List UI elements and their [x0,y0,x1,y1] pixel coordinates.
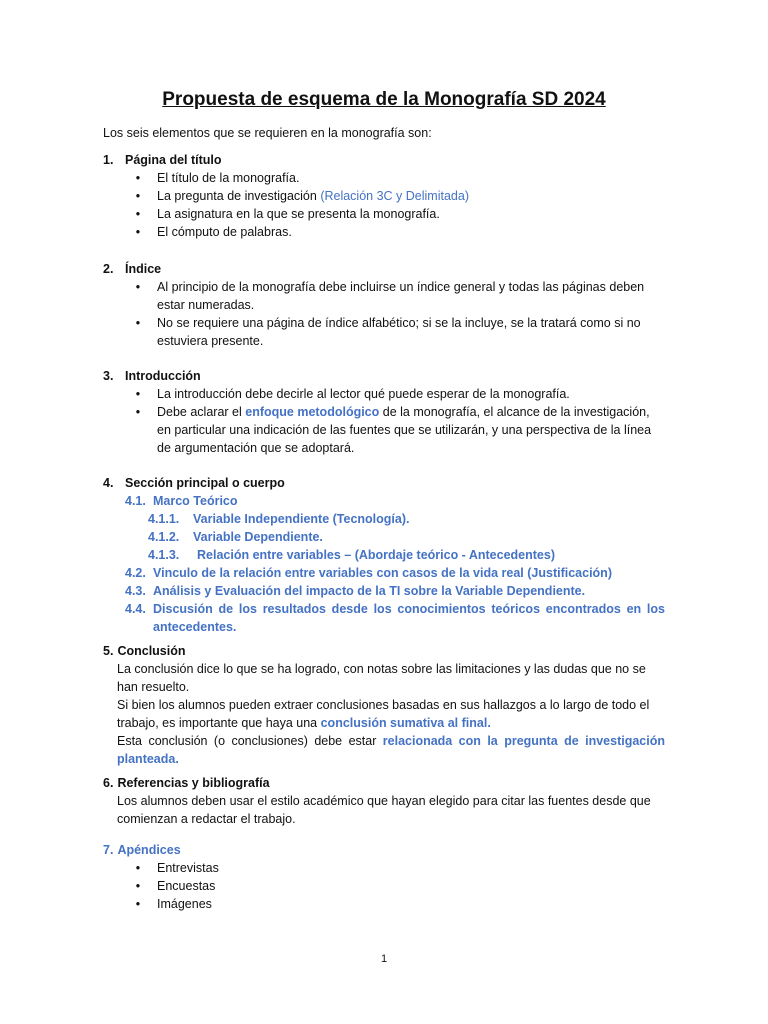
section-number: 4. [103,476,114,490]
section-number: 5. [103,644,114,658]
bullet-icon: • [135,171,141,185]
bullet-icon: • [135,405,141,419]
highlight-text: (Relación 3C y Delimitada) [320,189,469,203]
list-item: • Encuestas [103,877,665,895]
section-conclusion [103,642,665,768]
subsection-item: 4.1.2. Variable Dependiente. [148,530,323,544]
highlight-text: enfoque metodológico [245,405,380,419]
section-heading [103,367,665,385]
list-item: • Debe aclarar el enfoque metodológico de la monografía, el alcance de la investigación, en particular una indicación de las fuentes que se utilizarán, y una perspectiva de la línea de argumentación que se adoptará. [103,403,665,457]
bullet-icon: • [135,280,141,294]
section-heading [103,642,665,660]
section-heading-text: Índice [125,262,162,276]
subsection-item: 4.4. Discusión de los resultados desde los conocimientos teóricos encontrados en los antecedentes. [125,602,665,634]
subsection-item: 4.3. Análisis y Evaluación del impacto de la TI sobre la Variable Dependiente. [125,584,586,598]
section-number: 3. [103,369,114,383]
bullet-list [103,385,665,457]
highlight-text: planteada. [117,752,179,766]
bullet-list [103,169,665,241]
section-heading [103,774,665,792]
list-item: • La asignatura en la que se presenta la monografía. [103,205,665,223]
section-heading-text: Referencias y bibliografía [117,776,270,790]
subsection-item: 4.1.1. Variable Independiente (Tecnología). [148,512,410,526]
bullet-icon: • [135,897,141,911]
section-heading-text: Sección principal o cuerpo [125,476,285,490]
section-number: 1. [103,153,114,167]
section-heading-text: Apéndices [117,843,181,857]
bullet-icon: • [135,861,141,875]
highlight-text: conclusión sumativa al final. [320,716,491,730]
bullet-list [103,278,665,350]
section-heading [103,151,665,169]
bullet-icon: • [135,207,141,221]
subsection-item: 4.1. Marco Teórico [125,494,238,508]
section-number: 2. [103,262,114,276]
list-item: • La pregunta de investigación (Relación 3C y Delimitada) [103,187,665,205]
section-body [103,474,665,636]
bullet-icon: • [135,316,141,330]
section-heading [103,841,665,859]
section-heading-text: Página del título [125,153,222,167]
subsection-item: 4.2. Vinculo de la relación entre variables con casos de la vida real (Justificación) [125,566,612,580]
bullet-icon: • [135,189,141,203]
list-item: • Al principio de la monografía debe incluirse un índice general y todas las páginas deben estar numeradas. [103,278,665,314]
bullet-icon: • [135,879,141,893]
document-title: Propuesta de esquema de la Monografía SD 2024 [162,89,606,110]
subsection-item: 4.1.3. Relación entre variables – (Abordaje teórico - Antecedentes) [148,548,555,562]
list-item: • Imágenes [103,895,665,913]
section-appendices [103,841,665,913]
section-heading-text: Conclusión [117,644,186,658]
bullet-list [103,859,665,913]
highlight-text: relacionada con la pregunta de investigación [382,734,665,748]
section-title-page [103,151,665,241]
section-index [103,260,665,350]
intro-text: Los seis elementos que se requieren en la monografía son: [103,126,432,140]
list-item: • Entrevistas [103,859,665,877]
bullet-icon: • [135,225,141,239]
bullet-icon: • [135,387,141,401]
section-references [103,774,665,828]
section-heading [103,260,665,278]
list-item: • El cómputo de palabras. [103,223,665,241]
paragraph: La conclusión dice lo que se ha logrado, con notas sobre las limitaciones y las dudas que no se han resuelto. Si bien los alumnos pueden extraer conclusiones basadas en sus hallazgos a lo largo de todo el trabajo, es importante que haya una conclusión sumativa al final. Esta conclusión (o conclusiones) debe estar relacionada con la pregunta de investigación planteada. [117,662,665,766]
paragraph: Los alumnos deben usar el estilo académico que hayan elegido para citar las fuentes desde que comienzan a redactar el trabajo. [117,794,651,826]
section-number: 7. [103,843,114,857]
list-item: • La introducción debe decirle al lector qué puede esperar de la monografía. [103,385,665,403]
section-heading [103,474,665,492]
page-number: 1 [380,953,388,965]
list-item: • No se requiere una página de índice alfabético; si se la incluye, se la tratará como si no estuviera presente. [103,314,665,350]
section-introduction [103,367,665,457]
section-heading-text: Introducción [125,369,201,383]
list-item: • El título de la monografía. [103,169,665,187]
section-number: 6. [103,776,114,790]
